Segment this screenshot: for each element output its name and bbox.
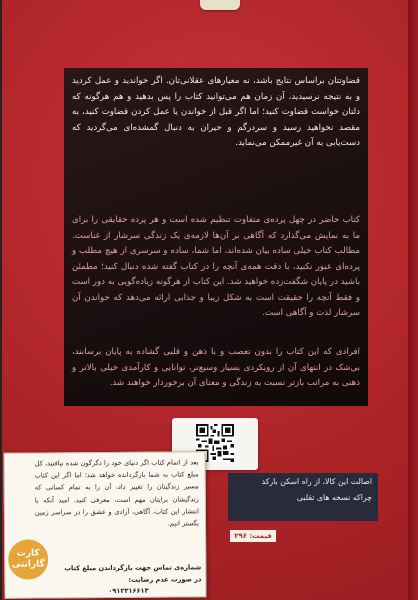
guarantee-badge	[8, 539, 48, 579]
description-paragraph-1: قضاوتتان براساس نتایج باشد، نه معیارهای عقلانی‌تان. اگر خواندید و عمل کردید و به نتیجه نرسیدید، آن زمان هم می‌توانید کتاب را پس بدهید و هم هرگونه که دلتان خواست قضاوت کنید؛ اما اگر قبل از خواندن یا عمل کردن قضاوت کنید، به مقصد نخواهید رسید و سردرگم و حیران به دنبال گمشده‌ای می‌گردید که دست‌یابی به آن غیرممکن می‌نماید.	[72, 76, 360, 148]
authenticity-sticker	[228, 473, 378, 521]
packaging-tab	[200, 0, 240, 10]
guarantee-card	[3, 451, 206, 598]
guarantee-text: بعد از اتمام کتاب اگر دنیای خود را دگرگون شده نیافتید، کل مبلغ کتاب به شما بازگردانده خواهد شد؛ اما اگر این کتاب مسیر زندگیتان را تغییر داد، آن را به تمام کسانی که زندگیشان برایتان مهم است، معرفی کنید. امید آنکه با انتشار این کتاب، آگاهی، آزادی و عشق را در سراسر زمین بگستر انیم.	[34, 458, 200, 528]
guarantee-badge-line-1: کارت	[16, 548, 40, 559]
guarantee-contact	[55, 562, 201, 598]
description-paragraph-2: کتاب حاضر در چهل پرده‌ی متفاوت تنظیم شده است و هر پرده حقایقی را برای ما به نمایش می‌گذارد که آگاهی بر آن‌ها لازمه‌ی یک زندگی سرشار از غناست. مطالب کتاب خیلی ساده بیان شده‌اند، اما شما، ساده و سرسری از هیچ مطلب و پرده‌ای عبور نکنید، با دقت همه‌ی آنچه را در کتاب گفته شده دنبال کنید؛ مطمئن باشید در پایان شگفت‌زده خواهید شد. این کتاب از هرگونه زیاده‌گویی به دور است و فقط آنچه را حقیقت است به شکل زیبا و جذابی ارائه می‌دهد که خواندن آن سرشار لذت و آگاهی است.	[72, 215, 360, 318]
authenticity-line-1: اصالت این کالا، از راه اسکن بارکد	[261, 477, 372, 486]
book-spine-edge	[408, 0, 418, 600]
guarantee-badge-line-2: گارانتی	[11, 559, 45, 570]
description-paragraph-3: افرادی که این کتاب را بدون تعصب و با ذهن و قلبی گشاده به پایان برسانند، بی‌شک در انتهای آن از رویکردی بسیار وسیع‌تر، توانایی و کارآمدی خیلی بالاتر و ذهنی به مراتب بازتر نسبت به زندگی و معنای آن برخوردار خواهند شد.	[72, 347, 360, 388]
guarantee-phone: ۰۹۱۲۳۱۶۶۱۳	[108, 586, 149, 595]
authenticity-line-2: چراکه نسخه های تقلبی	[296, 493, 372, 502]
guarantee-contact-label: شماره‌ی تماس جهت بازگرداندن مبلغ کتاب در صورت عدم رضایت:	[64, 563, 202, 584]
price-label: قیمت: ۲۹۶	[230, 530, 276, 542]
